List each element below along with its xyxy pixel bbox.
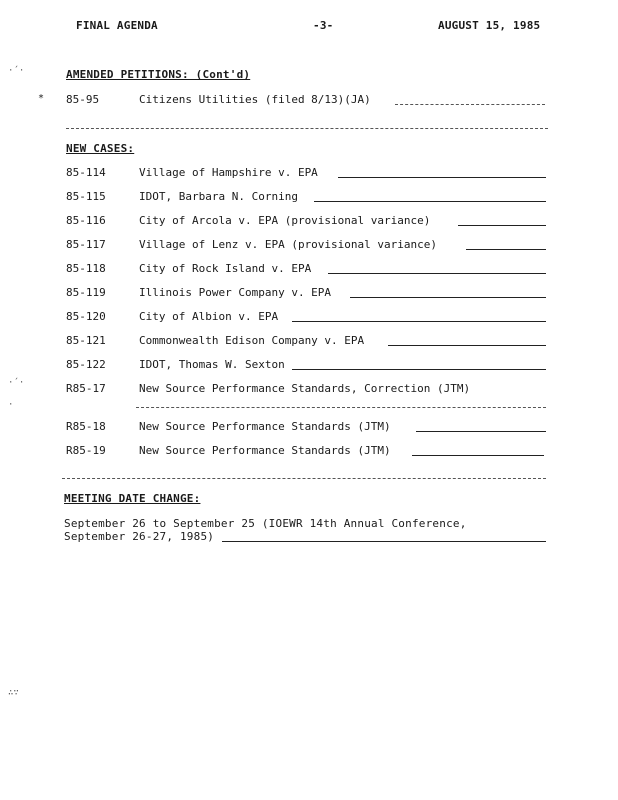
section-divider: [62, 478, 546, 479]
case-description: New Source Performance Standards (JTM): [139, 420, 391, 433]
fill-line: [314, 201, 546, 202]
fill-line: [395, 104, 545, 105]
meeting-text-line1: September 26 to September 25 (IOEWR 14th Annual Conference,: [64, 517, 467, 530]
case-description: Village of Hampshire v. EPA: [139, 166, 318, 179]
fill-line: [416, 431, 546, 432]
margin-speck: ·´·: [8, 378, 25, 388]
case-number: 85-122: [66, 358, 106, 371]
fill-line: [350, 297, 546, 298]
case-description: City of Rock Island v. EPA: [139, 262, 312, 275]
case-number: 85-119: [66, 286, 106, 299]
fill-line: [222, 541, 546, 542]
header-date: AUGUST 15, 1985: [438, 19, 541, 32]
fill-line: [136, 407, 546, 408]
case-description: New Source Performance Standards (JTM): [139, 444, 391, 457]
case-description: Commonwealth Edison Company v. EPA: [139, 334, 365, 347]
case-number: 85-118: [66, 262, 106, 275]
case-number: 85-121: [66, 334, 106, 347]
case-number: R85-18: [66, 420, 106, 433]
header-left: FINAL AGENDA: [76, 19, 158, 32]
case-number: 85-95: [66, 93, 100, 106]
fill-line: [458, 225, 546, 226]
case-number: 85-114: [66, 166, 106, 179]
case-description: Citizens Utilities (filed 8/13)(JA): [139, 93, 371, 106]
asterisk-mark: *: [38, 93, 45, 104]
new-cases-heading: NEW CASES:: [66, 142, 135, 155]
margin-speck: ∴∵: [8, 688, 19, 698]
case-number: 85-116: [66, 214, 106, 227]
case-number: 85-120: [66, 310, 106, 323]
amended-heading: AMENDED PETITIONS: (Cont'd): [66, 68, 251, 81]
case-description: IDOT, Thomas W. Sexton: [139, 358, 285, 371]
section-divider: [66, 128, 548, 129]
fill-line: [292, 321, 546, 322]
case-description: Illinois Power Company v. EPA: [139, 286, 332, 299]
page-number: -3-: [313, 19, 334, 32]
fill-line: [412, 455, 544, 456]
case-description: City of Albion v. EPA: [139, 310, 279, 323]
margin-speck: ·: [8, 400, 14, 410]
fill-line: [328, 273, 546, 274]
case-number: R85-17: [66, 382, 106, 395]
meeting-text-line2: September 26-27, 1985): [64, 530, 215, 543]
case-number: 85-117: [66, 238, 106, 251]
meeting-heading: MEETING DATE CHANGE:: [64, 492, 201, 505]
case-number: 85-115: [66, 190, 106, 203]
case-description: IDOT, Barbara N. Corning: [139, 190, 298, 203]
case-description: City of Arcola v. EPA (provisional variance): [139, 214, 431, 227]
fill-line: [292, 369, 546, 370]
fill-line: [466, 249, 546, 250]
case-description: New Source Performance Standards, Correction (JTM): [139, 382, 471, 395]
case-number: R85-19: [66, 444, 106, 457]
case-description: Village of Lenz v. EPA (provisional variance): [139, 238, 438, 251]
fill-line: [388, 345, 546, 346]
fill-line: [338, 177, 546, 178]
margin-speck: ·´·: [8, 66, 25, 76]
